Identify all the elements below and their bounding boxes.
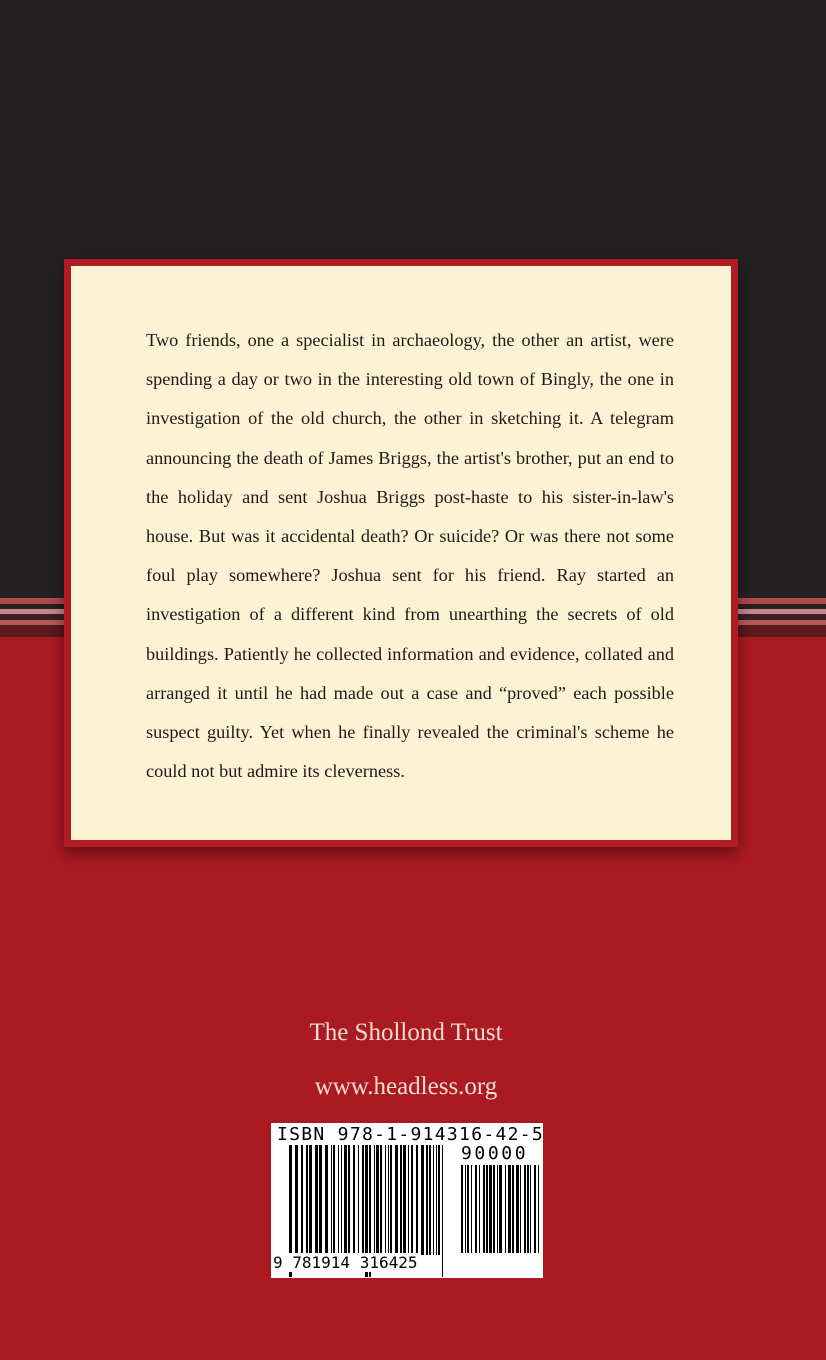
price-addon-code: 90000	[461, 1143, 529, 1164]
blurb-panel-inner	[71, 266, 731, 840]
blurb-text: Two friends, one a specialist in archaeology, the other an artist, were spending a day or two in the interesting old town of Bingly, the one in investigation of the old church, the other in sketching it. A telegram announcing the death of James Briggs, the artist's brother, put an end to the holiday and sent Joshua Briggs post-haste to his sister-in-law's house. But was it accidental death? Or suicide? Or was there not some foul play somewhere? Joshua sent for his friend. Ray started an investigation of a different kind from unearthing the secrets of old buildings. Patiently he collected information and evidence, collated and arranged it until he had made out a case and “proved” each possible suspect guilty. Yet when he finally revealed the criminal's scheme he could not but admire its cleverness.	[146, 330, 674, 782]
publisher-website: www.headless.org	[314, 1073, 498, 1100]
isbn-label: ISBN 978-1-914316-42-5	[277, 1124, 545, 1145]
barcode-addon-bars	[461, 1165, 539, 1275]
isbn-barcode	[271, 1123, 543, 1278]
ean-digits: 9 781914 316425	[273, 1253, 418, 1272]
publisher-name: The Shollond Trust	[309, 1019, 503, 1046]
blurb-panel	[64, 259, 738, 847]
